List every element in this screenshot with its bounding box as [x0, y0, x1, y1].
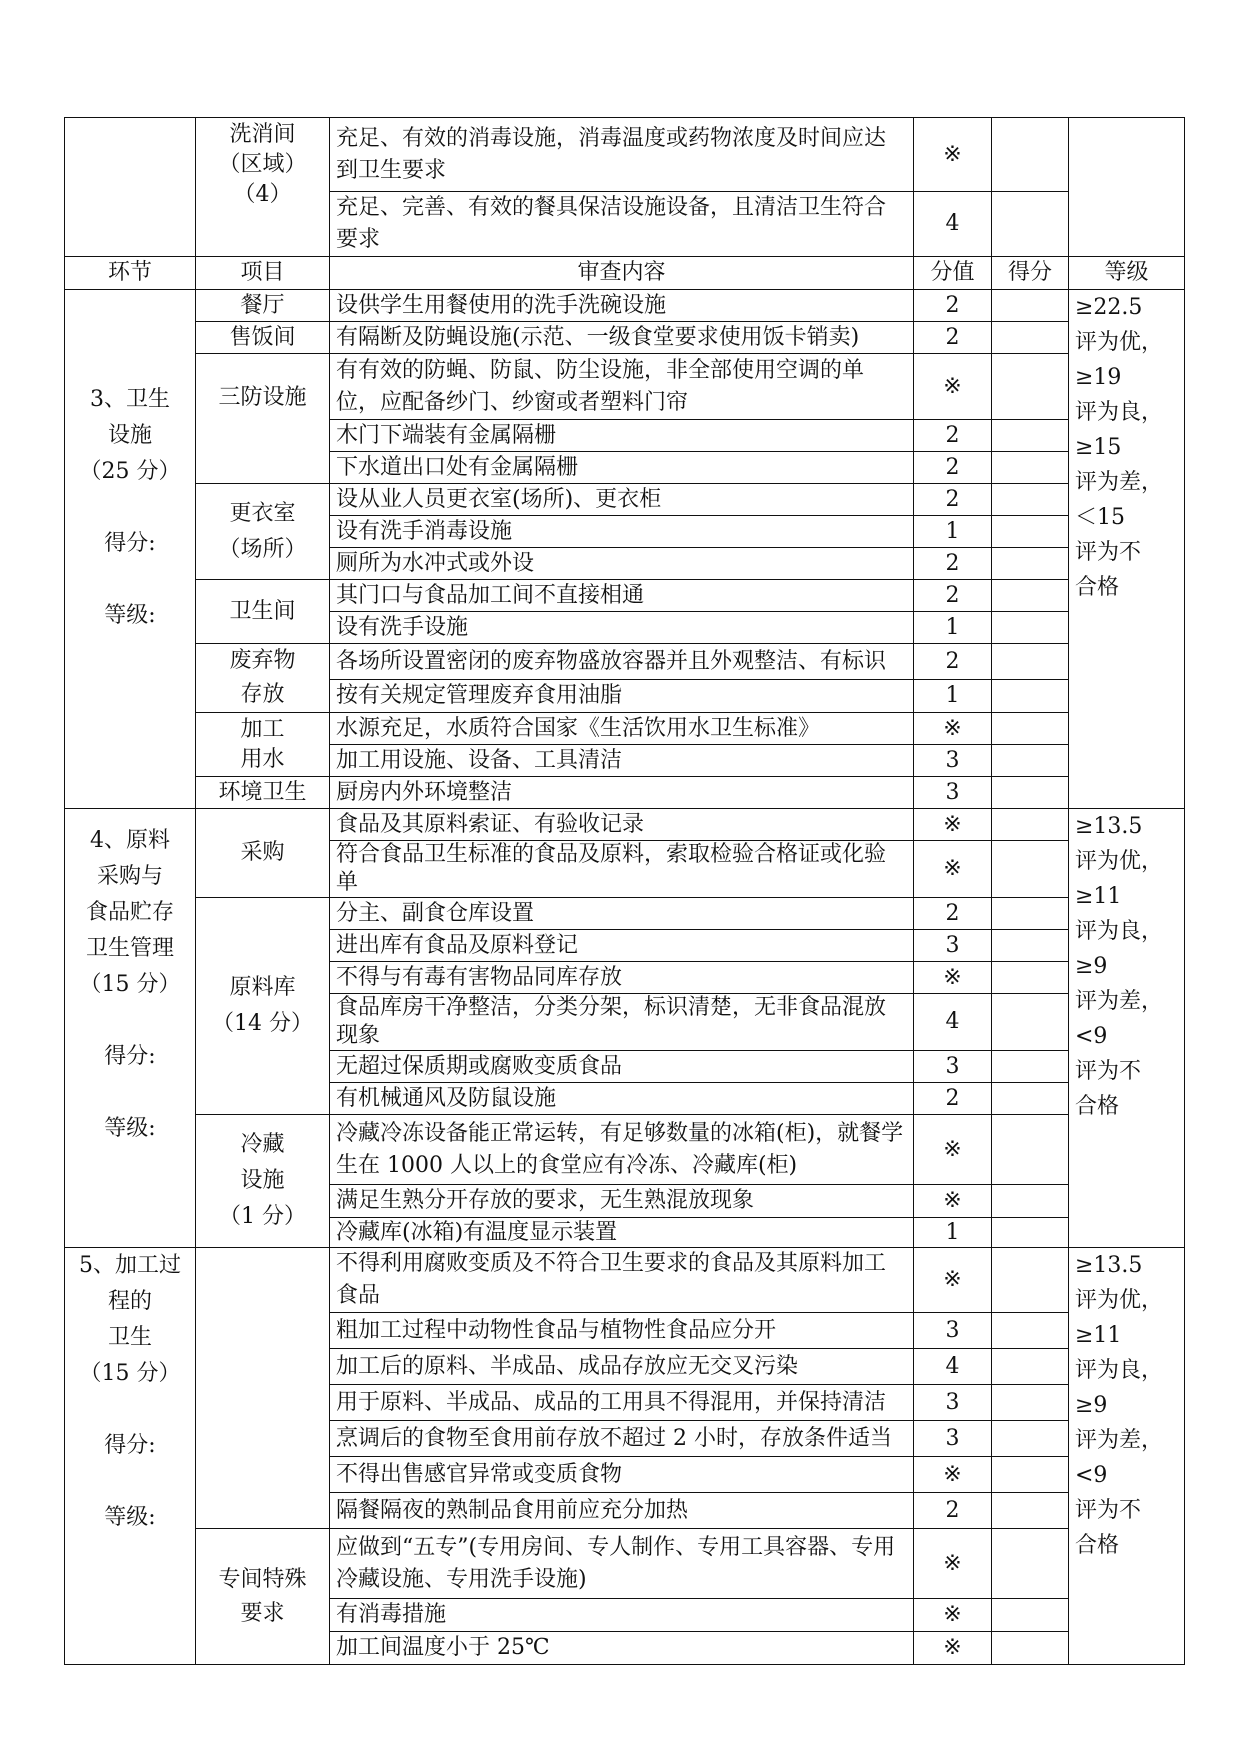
score-got-cell — [992, 354, 1069, 420]
criterion-text: 有机械通风及防鼠设施 — [330, 1083, 914, 1115]
score-value: ※ — [914, 1185, 992, 1218]
score-value: 3 — [914, 1385, 992, 1421]
score-got-cell — [992, 322, 1069, 354]
criterion-text: 符合食品卫生标准的食品及原料，索取检验合格证或化验单 — [330, 841, 914, 898]
criterion-text: 厕所为水冲式或外设 — [330, 548, 914, 580]
header-link: 环节 — [65, 257, 196, 290]
score-value: 2 — [914, 1083, 992, 1115]
score-got-cell — [992, 1051, 1069, 1083]
score-got-cell — [992, 1632, 1069, 1665]
score-got-cell — [992, 745, 1069, 777]
score-got-cell — [992, 420, 1069, 452]
score-value: 2 — [914, 644, 992, 680]
score-got-cell — [992, 1313, 1069, 1349]
criterion-text: 应做到“五专”(专用房间、专人制作、专用工具容器、专用冷藏设施、专用洗手设施) — [330, 1529, 914, 1599]
score-value: 1 — [914, 1218, 992, 1248]
score-value: 3 — [914, 1051, 992, 1083]
header-value: 分值 — [914, 257, 992, 290]
score-got-cell — [992, 290, 1069, 322]
criterion-text: 食品库房干净整洁，分类分架，标识清楚，无非食品混放现象 — [330, 994, 914, 1051]
criterion-text: 冷藏冷冻设备能正常运转，有足够数量的冰箱(柜)，就餐学生在 1000 人以上的食堂应有冷冻、冷藏库(柜) — [330, 1115, 914, 1185]
criterion-text: 无超过保质期或腐败变质食品 — [330, 1051, 914, 1083]
score-got-cell — [992, 1115, 1069, 1185]
score-got-cell — [992, 680, 1069, 713]
score-value: 2 — [914, 898, 992, 930]
score-got-cell — [992, 898, 1069, 930]
score-got-cell — [992, 548, 1069, 580]
grade-cell — [1069, 118, 1185, 257]
score-got-cell — [992, 118, 1069, 192]
criterion-text: 厨房内外环境整洁 — [330, 777, 914, 809]
inspection-table — [64, 117, 1185, 1665]
criterion-text: 粗加工过程中动物性食品与植物性食品应分开 — [330, 1313, 914, 1349]
header-got: 得分 — [992, 257, 1069, 290]
item-jiagong: 加工 用水 — [196, 713, 330, 777]
score-got-cell — [992, 962, 1069, 994]
score-got-cell — [992, 1218, 1069, 1248]
score-value: ※ — [914, 809, 992, 841]
score-value: ※ — [914, 1115, 992, 1185]
section-3-title: 3、卫生 设施 （25 分） 得分: 等级: — [65, 290, 196, 809]
item-lengcang: 冷藏 设施 （1 分） — [196, 1115, 330, 1248]
criterion-text: 不得与有毒有害物品同库存放 — [330, 962, 914, 994]
score-value: ※ — [914, 962, 992, 994]
section-4-grade: ≥13.5 评为优， ≥11 评为良， ≥9 评为差， <9 评为不 合格 — [1069, 809, 1185, 1248]
score-value: 1 — [914, 516, 992, 548]
score-got-cell — [992, 1349, 1069, 1385]
score-got-cell — [992, 484, 1069, 516]
item-cell-xiaoxiao: 洗消间 （区域） （4） — [196, 118, 330, 257]
criterion-text: 进出库有食品及原料登记 — [330, 930, 914, 962]
blank-link-cell — [65, 118, 196, 257]
item-caigou: 采购 — [196, 809, 330, 898]
score-got-cell — [992, 809, 1069, 841]
section-4-title: 4、原料 采购与 食品贮存 卫生管理 （15 分） 得分: 等级: — [65, 809, 196, 1248]
score-got-cell — [992, 777, 1069, 809]
criterion-text: 用于原料、半成品、成品的工用具不得混用，并保持清洁 — [330, 1385, 914, 1421]
item-shoufan: 售饭间 — [196, 322, 330, 354]
score-got-cell — [992, 1599, 1069, 1632]
criterion-text: 有有效的防蝇、防鼠、防尘设施，非全部使用空调的单位，应配备纱门、纱窗或者塑料门帘 — [330, 354, 914, 420]
criterion-text: 冷藏库(冰箱)有温度显示装置 — [330, 1218, 914, 1248]
criterion-text: 下水道出口处有金属隔栅 — [330, 452, 914, 484]
criterion-text: 各场所设置密闭的废弃物盛放容器并且外观整洁、有标识 — [330, 644, 914, 680]
score-value: 4 — [914, 192, 992, 257]
score-got-cell — [992, 192, 1069, 257]
score-value: 2 — [914, 580, 992, 612]
criterion-text: 烹调后的食物至食用前存放不超过 2 小时，存放条件适当 — [330, 1421, 914, 1457]
score-got-cell — [992, 1185, 1069, 1218]
criterion-text: 设供学生用餐使用的洗手洗碗设施 — [330, 290, 914, 322]
criterion-text: 充足、完善、有效的餐具保洁设施设备，且清洁卫生符合要求 — [330, 192, 914, 257]
item-sanfang: 三防设施 — [196, 354, 330, 484]
criterion-text: 食品及其原料索证、有验收记录 — [330, 809, 914, 841]
score-got-cell — [992, 930, 1069, 962]
criterion-text: 隔餐隔夜的熟制品食用前应充分加热 — [330, 1493, 914, 1529]
criterion-text: 有消毒措施 — [330, 1599, 914, 1632]
criterion-text: 其门口与食品加工间不直接相通 — [330, 580, 914, 612]
criterion-text: 不得出售感官异常或变质食物 — [330, 1457, 914, 1493]
score-value: 2 — [914, 452, 992, 484]
score-value: ※ — [914, 354, 992, 420]
score-got-cell — [992, 1385, 1069, 1421]
score-value: 4 — [914, 994, 992, 1051]
score-got-cell — [992, 1421, 1069, 1457]
criterion-text: 设有洗手消毒设施 — [330, 516, 914, 548]
criterion-text: 设从业人员更衣室(场所)、更衣柜 — [330, 484, 914, 516]
section-3-grade: ≥22.5 评为优， ≥19 评为良， ≥15 评为差， ＜15 评为不 合格 — [1069, 290, 1185, 809]
section-5-title: 5、加工过 程的 卫生 （15 分） 得分: 等级: — [65, 1248, 196, 1665]
score-value: ※ — [914, 713, 992, 745]
score-value: ※ — [914, 1248, 992, 1313]
score-got-cell — [992, 841, 1069, 898]
score-got-cell — [992, 994, 1069, 1051]
score-got-cell — [992, 1457, 1069, 1493]
criterion-text: 加工间温度小于 25℃ — [330, 1632, 914, 1665]
table-header-row — [65, 257, 1185, 290]
criterion-text: 加工用设施、设备、工具清洁 — [330, 745, 914, 777]
score-got-cell — [992, 1493, 1069, 1529]
score-value: 2 — [914, 322, 992, 354]
blank-item-cell — [196, 1248, 330, 1529]
item-gengyi: 更衣室 （场所） — [196, 484, 330, 580]
score-value: 3 — [914, 1313, 992, 1349]
header-item: 项目 — [196, 257, 330, 290]
score-got-cell — [992, 644, 1069, 680]
score-value: 2 — [914, 548, 992, 580]
item-zhuanjian: 专间特殊 要求 — [196, 1529, 330, 1665]
score-got-cell — [992, 1248, 1069, 1313]
score-value: ※ — [914, 118, 992, 192]
score-value: ※ — [914, 1529, 992, 1599]
criterion-text: 有隔断及防蝇设施(示范、一级食堂要求使用饭卡销卖) — [330, 322, 914, 354]
score-got-cell — [992, 452, 1069, 484]
score-value: 1 — [914, 680, 992, 713]
item-feiqi: 废弃物 存放 — [196, 644, 330, 713]
score-got-cell — [992, 713, 1069, 745]
score-value: 3 — [914, 745, 992, 777]
score-value: 3 — [914, 1421, 992, 1457]
criterion-text: 设有洗手设施 — [330, 612, 914, 644]
criterion-text: 水源充足，水质符合国家《生活饮用水卫生标准》 — [330, 713, 914, 745]
criterion-text: 充足、有效的消毒设施，消毒温度或药物浓度及时间应达到卫生要求 — [330, 118, 914, 192]
score-value: 2 — [914, 1493, 992, 1529]
criterion-text: 木门下端装有金属隔栅 — [330, 420, 914, 452]
item-yuanliao: 原料库 （14 分） — [196, 898, 330, 1115]
score-got-cell — [992, 1083, 1069, 1115]
score-value: 4 — [914, 1349, 992, 1385]
score-got-cell — [992, 1529, 1069, 1599]
score-value: ※ — [914, 1632, 992, 1665]
score-value: 2 — [914, 484, 992, 516]
score-value: 3 — [914, 777, 992, 809]
section-5-grade: ≥13.5 评为优， ≥11 评为良， ≥9 评为差， <9 评为不 合格 — [1069, 1248, 1185, 1665]
score-value: ※ — [914, 841, 992, 898]
score-got-cell — [992, 612, 1069, 644]
score-got-cell — [992, 580, 1069, 612]
score-value: ※ — [914, 1457, 992, 1493]
criterion-text: 加工后的原料、半成品、成品存放应无交叉污染 — [330, 1349, 914, 1385]
score-value: 3 — [914, 930, 992, 962]
criterion-text: 分主、副食仓库设置 — [330, 898, 914, 930]
score-value: 2 — [914, 420, 992, 452]
item-huanjing: 环境卫生 — [196, 777, 330, 809]
criterion-text: 满足生熟分开存放的要求，无生熟混放现象 — [330, 1185, 914, 1218]
score-value: 2 — [914, 290, 992, 322]
criterion-text: 按有关规定管理废弃食用油脂 — [330, 680, 914, 713]
criterion-text: 不得利用腐败变质及不符合卫生要求的食品及其原料加工食品 — [330, 1248, 914, 1313]
score-value: 1 — [914, 612, 992, 644]
header-content: 审查内容 — [330, 257, 914, 290]
score-value: ※ — [914, 1599, 992, 1632]
header-grade: 等级 — [1069, 257, 1185, 290]
item-weisheng: 卫生间 — [196, 580, 330, 644]
score-got-cell — [992, 516, 1069, 548]
item-canting: 餐厅 — [196, 290, 330, 322]
